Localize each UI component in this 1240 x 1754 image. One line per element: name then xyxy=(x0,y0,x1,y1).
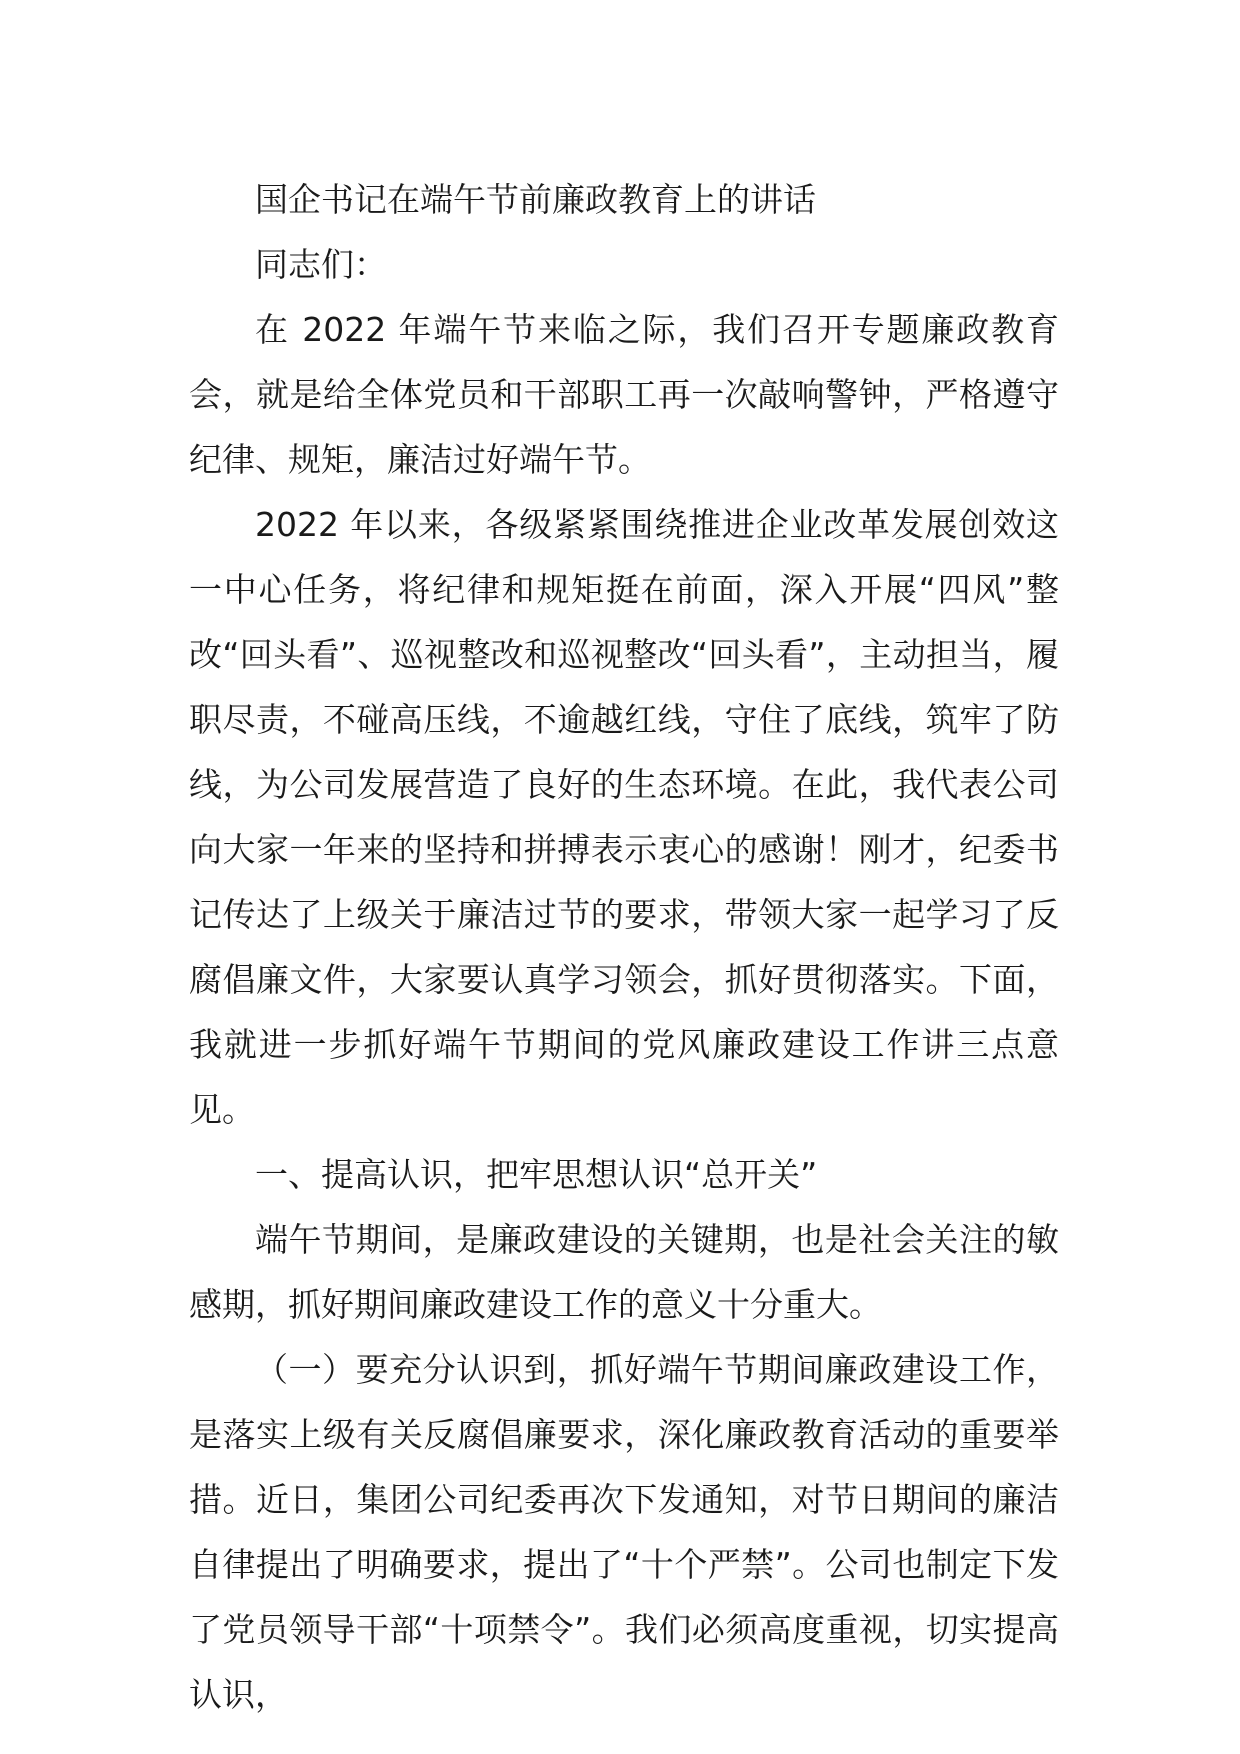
document-body xyxy=(189,167,1059,1727)
section-heading-1: 一、提高认识，把牢思想认识“总开关” xyxy=(255,1155,818,1194)
salutation: 同志们： xyxy=(255,245,387,284)
document-title: 国企书记在端午节前廉政教育上的讲话 xyxy=(255,180,816,219)
paragraph-point-1: （一）要充分认识到，抓好端午节期间廉政建设工作，是落实上级有关反腐倡廉要求，深化廉政教育活动的重要举措。近日，集团公司纪委再次下发通知，对节日期间的廉洁自律提出了明确要求，提出了“十个严禁”。公司也制定下发了党员领导干部“十项禁令”。我们必须高度重视，切实提高认识， xyxy=(189,1350,1059,1714)
paragraph-intro: 在 2022 年端午节来临之际，我们召开专题廉政教育会，就是给全体党员和干部职工再一次敲响警钟，严格遵守纪律、规矩，廉洁过好端午节。 xyxy=(189,310,1059,479)
paragraph-significance: 端午节期间，是廉政建设的关键期，也是社会关注的敏感期，抓好期间廉政建设工作的意义十分重大。 xyxy=(189,1220,1059,1324)
paragraph-review: 2022 年以来，各级紧紧围绕推进企业改革发展创效这一中心任务，将纪律和规矩挺在前面，深入开展“四风”整改“回头看”、巡视整改和巡视整改“回头看”，主动担当，履职尽责，不碰高压线，不逾越红线，守住了底线，筑牢了防线，为公司发展营造了良好的生态环境。在此，我代表公司向大家一年来的坚持和拼搏表示衷心的感谢！刚才，纪委书记传达了上级关于廉洁过节的要求，带领大家一起学习了反腐倡廉文件，大家要认真学习领会，抓好贯彻落实。下面，我就进一步抓好端午节期间的党风廉政建设工作讲三点意见。 xyxy=(189,505,1059,1129)
